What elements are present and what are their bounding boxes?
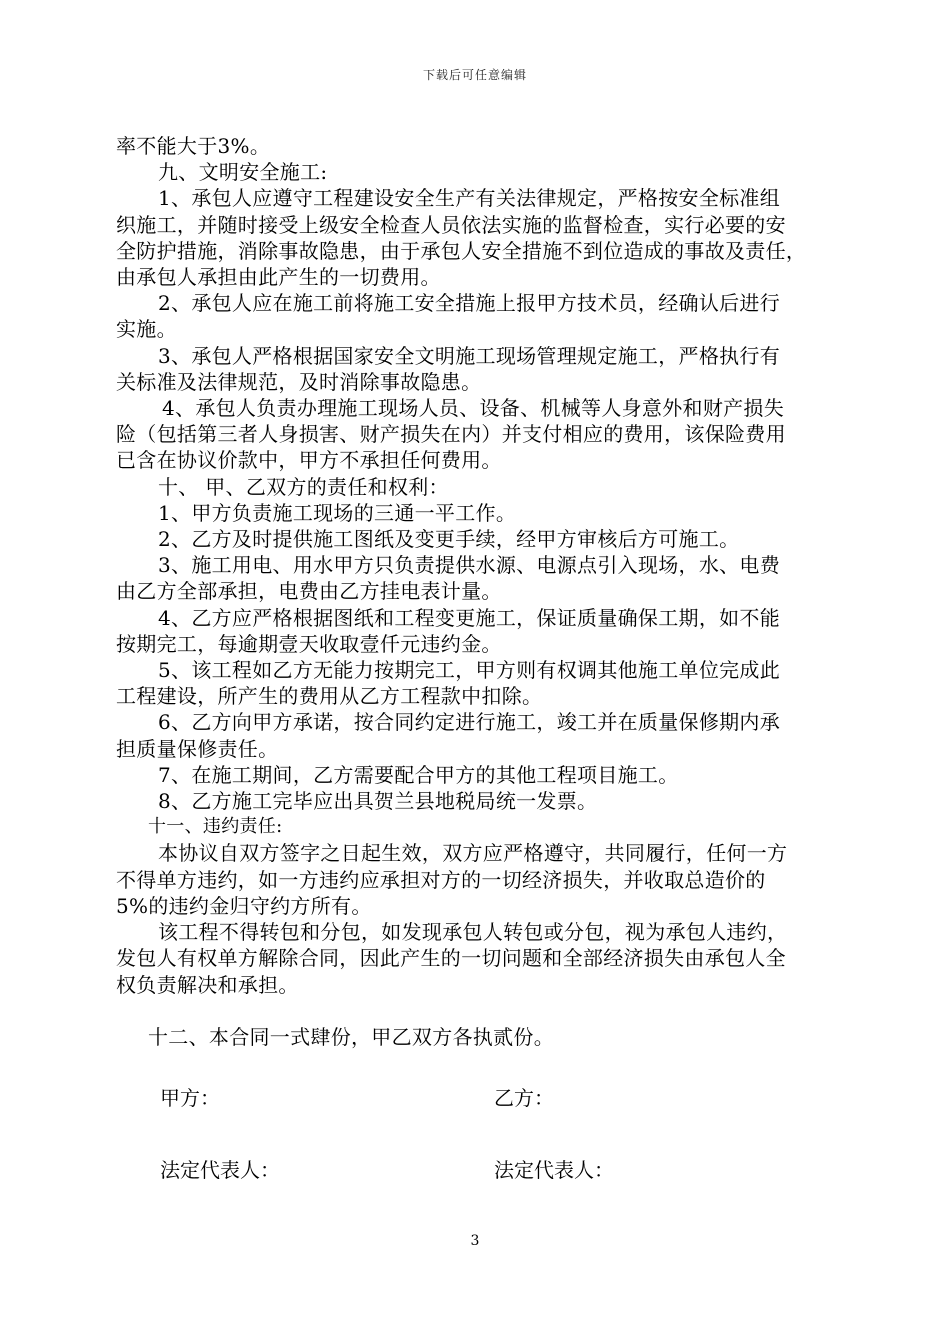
text-line: 工程建设，所产生的费用从乙方工程款中扣除。 [116,684,543,709]
text-line: 1、承包人应遵守工程建设安全生产有关法律规定，严格按安全标准组 [158,186,781,211]
text-line: 2、乙方及时提供施工图纸及变更手续，经甲方审核后方可施工。 [158,527,740,552]
text-line: 已含在协议价款中，甲方不承担任何费用。 [116,448,502,473]
text-line: 5、该工程如乙方无能力按期完工，甲方则有权调其他施工单位完成此 [158,658,781,683]
text-line: 率不能大于3%。 [116,134,271,158]
page-number: 3 [470,1233,480,1249]
text-line: 该工程不得转包和分包，如发现承包人转包或分包，视为承包人违约， [158,920,788,945]
text-line: 5%的违约金归守约方所有。 [116,893,372,918]
text-line: 担质量保修责任。 [116,736,279,761]
section-heading-11: 十一、违约责任: [148,816,283,838]
page-header: 下载后可任意编辑 [422,68,527,82]
text-line: 3、承包人严格根据国家安全文明施工现场管理规定施工，严格执行有 [158,343,781,368]
section-heading-9: 九、文明安全施工: [158,160,328,185]
text-line: 2、承包人应在施工前将施工安全措施上报甲方技术员，经确认后进行 [158,291,781,316]
text-line: 织施工，并随时接受上级安全检查人员依法实施的监督检查，实行必要的安 [116,212,786,237]
text-line: 按期完工，每逾期壹天收取壹仟元违约金。 [116,631,502,656]
text-line: 关标准及法律规范，及时消除事故隐患。 [116,369,482,394]
contract-body [116,133,866,1050]
section-heading-10: 十、 甲、乙双方的责任和权利： [158,474,449,499]
text-line: 1、甲方负责施工现场的三通一平工作。 [158,500,517,525]
party-a-label: 甲方： [160,1086,220,1110]
text-line: 6、乙方向甲方承诺，按合同约定进行施工，竣工并在质量保修期内承 [158,710,781,735]
text-line: 险（包括第三者人身损害、财产损失在内）并支付相应的费用，该保险费用 [116,422,786,447]
party-b-label: 乙方： [494,1086,554,1110]
text-line: 权负责解决和承担。 [116,972,299,997]
text-line: 8、乙方施工完毕应出具贺兰县地税局统一发票。 [158,789,598,814]
section-heading-12: 十二、本合同一式肆份，甲乙双方各执贰份。 [148,1024,554,1049]
text-line: 实施。 [116,317,177,342]
text-line: 4、承包人负责办理施工现场人员、设备、机械等人身意外和财产损失 [162,396,785,421]
text-line: 4、乙方应严格根据图纸和工程变更施工，保证质量确保工期，如不能 [158,605,781,630]
party-b-representative-label: 法定代表人： [494,1158,614,1182]
party-a-representative-label: 法定代表人： [160,1158,280,1182]
text-line: 本协议自双方签字之日起生效，双方应严格遵守，共同履行，任何一方 [158,841,788,866]
text-line: 3、施工用电、用水甲方只负责提供水源、电源点引入现场，水、电费 [158,553,781,578]
text-line: 发包人有权单方解除合同，因此产生的一切问题和全部经济损失由承包人全 [116,946,786,971]
text-line: 不得单方违约，如一方违约应承担对方的一切经济损失，并收取总造价的 [116,867,766,892]
text-line: 全防护措施，消除事故隐患，由于承包人安全措施不到位造成的事故及责任， [116,238,807,263]
text-line: 由乙方全部承担，电费由乙方挂电表计量。 [116,579,502,604]
text-line: 由承包人承担由此产生的一切费用。 [116,265,441,290]
text-line: 7、在施工期间，乙方需要配合甲方的其他工程项目施工。 [158,762,679,787]
